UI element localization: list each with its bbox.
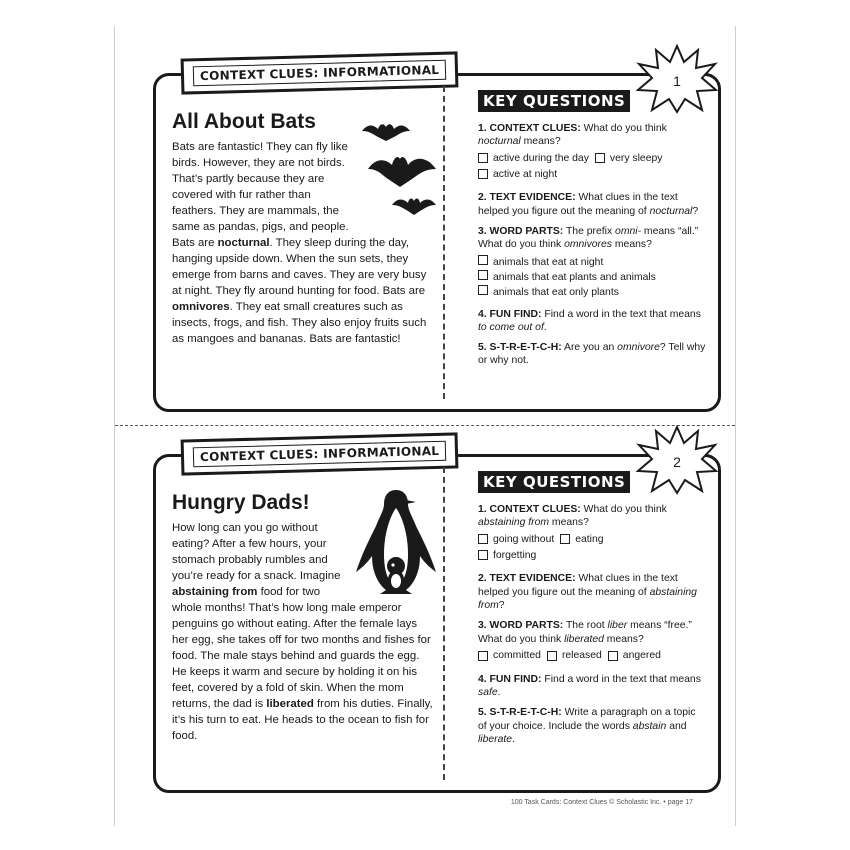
checkbox-icon[interactable] [478,550,488,560]
key-questions-heading: KEY QUESTIONS [478,471,630,493]
answer-options [478,533,706,565]
worksheet-page [114,26,736,826]
answer-option[interactable]: animals that eat plants and animals [478,270,706,284]
checkbox-icon[interactable] [478,651,488,661]
vocab-word: liberated [266,698,314,710]
checkbox-icon[interactable] [547,651,557,661]
question-2: 2. TEXT EVIDENCE: What clues in the text helped you figure out the meaning of abstaining from? [478,573,697,612]
key-questions-heading: KEY QUESTIONS [478,90,630,112]
checkbox-icon[interactable] [478,153,488,163]
story-segment: . They eat small creatures such as insects, frogs, and fish. They also enjoy fruits such as mangoes and bananas. Bats are fantastic! [172,301,427,345]
answer-option[interactable]: released [547,649,602,662]
banner-label: CONTEXT CLUES: INFORMATIONAL [193,441,447,468]
question-5: 5. S-T-R-E-T-C-H: Write a paragraph on a topic of your choice. Include the words abstain and liberate. [478,707,696,746]
story-title: Hungry Dads! [172,491,310,514]
bats-illustration [358,113,444,225]
story-text [172,520,436,744]
question-3: 3. WORD PARTS: The prefix omni- means “all.” What do you think omnivores means? animals that eat at night animals that eat plants and animals animals that eat only plants [478,225,706,299]
column-divider [443,467,445,780]
checkbox-icon[interactable] [608,651,618,661]
starburst-icon [636,44,718,114]
checkbox-icon[interactable] [478,534,488,544]
answer-option[interactable]: going without [478,533,554,546]
question-1: 1. CONTEXT CLUES: What do you think abstaining from means? going without eating forgetting [478,503,706,564]
story-title: All About Bats [172,110,316,133]
checkbox-icon[interactable] [478,255,488,265]
answer-options [478,152,706,184]
story-segment: food for two whole months! That’s how long male emperor penguins go without eating. After the female lays her egg, she takes off for two months and fishes for food. The male stays behind and guards the egg. He keeps it warm and secure by holding it on his feet, covered by a fold of skin. When the mom returns, the dad is [172,586,431,710]
answer-options [478,255,706,300]
banner-label: CONTEXT CLUES: INFORMATIONAL [193,60,447,87]
answer-option[interactable]: committed [478,649,541,662]
answer-option[interactable]: animals that eat only plants [478,285,706,299]
questions-column [478,122,706,375]
task-card-1 [153,62,721,412]
question-4: 4. FUN FIND: Find a word in the text that means to come out of. [478,308,701,333]
question-3: 3. WORD PARTS: The root liber means “free.” What do you think liberated means? committed released angered [478,619,706,665]
card-number: 2 [673,454,681,470]
vocab-word: abstaining from [172,586,258,598]
checkbox-icon[interactable] [478,169,488,179]
vocab-word: nocturnal [217,237,270,249]
checkbox-icon[interactable] [595,153,605,163]
penguin-illustration [350,486,442,598]
question-1: 1. CONTEXT CLUES: What do you think nocturnal means? active during the day very sleepy active at night [478,122,706,183]
answer-option[interactable]: animals that eat at night [478,255,706,269]
answer-option[interactable]: very sleepy [595,152,663,165]
page-footer: 100 Task Cards: Context Clues © Scholastic Inc. • page 17 [510,799,693,806]
questions-column [478,503,706,753]
checkbox-icon[interactable] [478,270,488,280]
question-4: 4. FUN FIND: Find a word in the text that means safe. [478,673,701,699]
story-segment: Bats are fantastic! They can fly like birds. However, they are not birds. That’s partly because they are covered with fur rather than feathers. They are mammals, the same as pandas, pigs, and people. Bats are [172,141,349,249]
column-divider [443,86,445,399]
answer-option[interactable]: active during the day [478,152,589,165]
answer-option[interactable]: active at night [478,168,557,181]
checkbox-icon[interactable] [560,534,570,544]
answer-options [478,649,706,665]
question-5: 5. S-T-R-E-T-C-H: Are you an omnivore? Tell why or why not. [478,342,706,367]
story-segment: How long can you go without eating? After a few hours, your stomach probably rumbles and you’re ready for a snack. Imagine [172,522,341,582]
answer-option[interactable]: eating [560,533,603,546]
card-banner [181,51,459,94]
task-card-2 [153,443,721,793]
card-banner [181,432,459,475]
story-segment: . They sleep during the day, hanging upside down. When the sun sets, they emerge from barns and caves. They are very busy at night. They fly around hunting for food. Bats are [172,237,427,297]
answer-option[interactable]: forgetting [478,549,536,562]
story-segment: from his duties. Finally, it’s his turn to eat. He heads to the ocean to fish for food. [172,698,433,742]
checkbox-icon[interactable] [478,285,488,295]
card-number: 1 [673,73,681,89]
question-2: 2. TEXT EVIDENCE: What clues in the text helped you figure out the meaning of nocturnal? [478,192,699,217]
story-text [172,139,434,347]
answer-option[interactable]: angered [608,649,661,662]
vocab-word: omnivores [172,301,230,313]
starburst-icon [636,425,718,495]
